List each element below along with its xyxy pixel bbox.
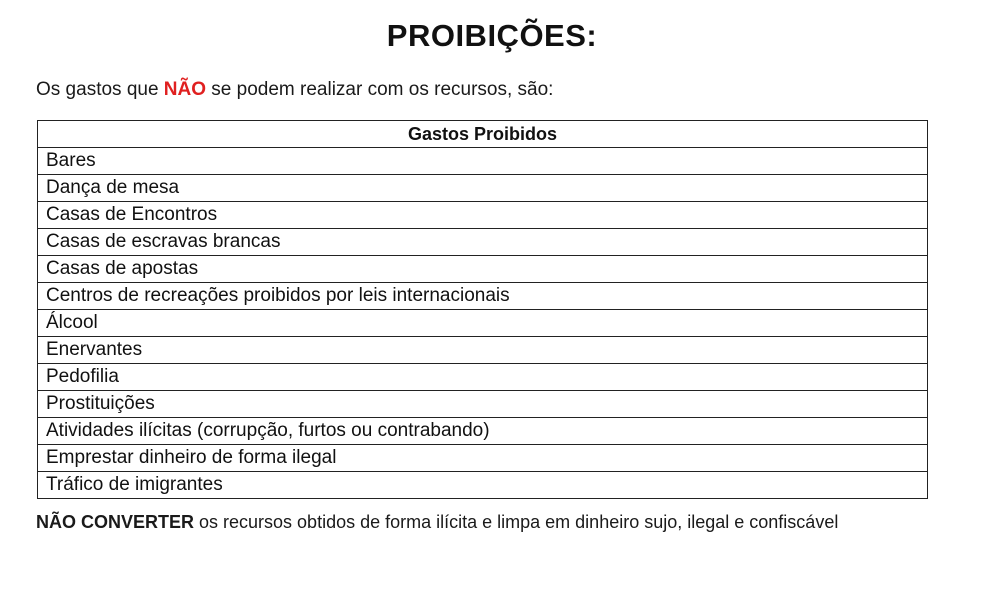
- footer-bold: NÃO CONVERTER: [36, 512, 195, 532]
- table-row: Casas de escravas brancas: [38, 229, 927, 256]
- table-row: Emprestar dinheiro de forma ilegal: [38, 445, 927, 472]
- table-row: Tráfico de imigrantes: [46, 474, 223, 495]
- table-row: Álcool: [38, 310, 927, 337]
- table-header: Gastos Proibidos: [38, 121, 927, 148]
- prohibited-expenses-table: [37, 120, 928, 499]
- intro-before: Os gastos que: [36, 79, 164, 100]
- intro-highlight: NÃO: [163, 79, 207, 100]
- table-row: Bares: [38, 148, 927, 175]
- intro-after: se podem realizar com os recursos, são:: [206, 79, 554, 100]
- table-row: Centros de recreações proibidos por leis internacionais: [38, 283, 927, 310]
- table-row: Dança de mesa: [38, 175, 927, 202]
- table-row: Casas de apostas: [38, 256, 927, 283]
- table-row: Casas de Encontros: [38, 202, 927, 229]
- intro-text: [36, 79, 553, 101]
- table-row: Atividades ilícitas (corrupção, furtos ou contrabando): [38, 418, 927, 445]
- table-row: Pedofilia: [38, 364, 927, 391]
- footer-note: [36, 512, 838, 533]
- page-title: PROIBIÇÕES:: [386, 18, 598, 53]
- footer-text: os recursos obtidos de forma ilícita e limpa em dinheiro sujo, ilegal e confiscável: [194, 512, 839, 532]
- table-row: Prostituições: [38, 391, 927, 418]
- table-row: Enervantes: [38, 337, 927, 364]
